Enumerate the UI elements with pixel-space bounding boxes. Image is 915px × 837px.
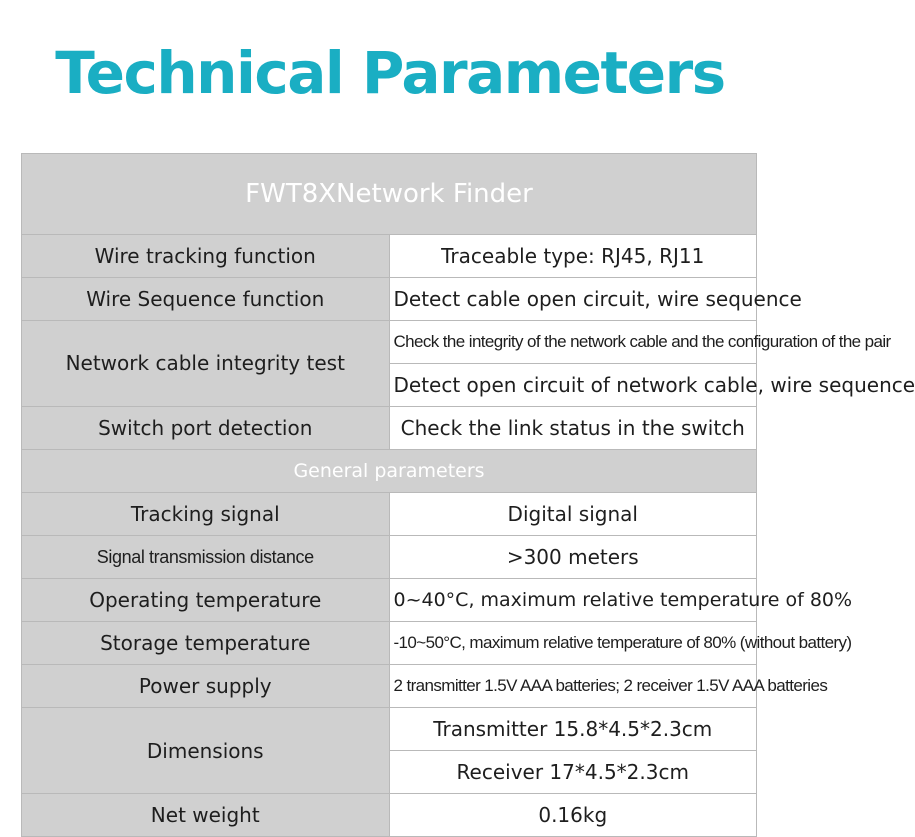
spec-table xyxy=(21,153,915,837)
table-row xyxy=(22,794,757,837)
table-row xyxy=(22,622,757,665)
tracking-signal-value: Digital signal xyxy=(389,493,757,536)
wire-sequence-value: Detect cable open circuit, wire sequence xyxy=(389,278,757,321)
dimensions-label: Dimensions xyxy=(22,708,390,794)
integrity-label: Network cable integrity test xyxy=(22,321,390,407)
table-row xyxy=(22,579,757,622)
power-value: 2 transmitter 1.5V AAA batteries; 2 receiver 1.5V AAA batteries xyxy=(389,665,757,708)
table-header: FWT8XNetwork Finder xyxy=(22,154,757,235)
table-row xyxy=(22,278,757,321)
integrity-value-2: Detect open circuit of network cable, wire sequence xyxy=(389,364,757,407)
table-row xyxy=(22,407,757,450)
page-title: Technical Parameters xyxy=(55,39,725,107)
operating-temp-label: Operating temperature xyxy=(22,579,390,622)
integrity-value-1: Check the integrity of the network cable and the configuration of the pair xyxy=(389,321,757,364)
dimensions-transmitter-value: Transmitter 15.8*4.5*2.3cm xyxy=(389,708,757,751)
general-section-header: General parameters xyxy=(22,450,757,493)
switch-port-value: Check the link status in the switch xyxy=(389,407,757,450)
power-label: Power supply xyxy=(22,665,390,708)
weight-value: 0.16kg xyxy=(389,794,757,837)
storage-temp-value: -10~50°C, maximum relative temperature of 80% (without battery) xyxy=(389,622,757,665)
table-row xyxy=(22,536,757,579)
table-row xyxy=(22,321,757,364)
operating-temp-value: 0~40°C, maximum relative temperature of 80% xyxy=(389,579,757,622)
wire-sequence-label: Wire Sequence function xyxy=(22,278,390,321)
distance-value: >300 meters xyxy=(389,536,757,579)
switch-port-label: Switch port detection xyxy=(22,407,390,450)
distance-label: Signal transmission distance xyxy=(22,536,390,579)
wire-tracking-label: Wire tracking function xyxy=(22,235,390,278)
dimensions-receiver-value: Receiver 17*4.5*2.3cm xyxy=(389,751,757,794)
table-row xyxy=(22,235,757,278)
table-row xyxy=(22,708,757,751)
table-row xyxy=(22,665,757,708)
table-row xyxy=(22,493,757,536)
weight-label: Net weight xyxy=(22,794,390,837)
wire-tracking-value: Traceable type: RJ45, RJ11 xyxy=(389,235,757,278)
storage-temp-label: Storage temperature xyxy=(22,622,390,665)
tracking-signal-label: Tracking signal xyxy=(22,493,390,536)
